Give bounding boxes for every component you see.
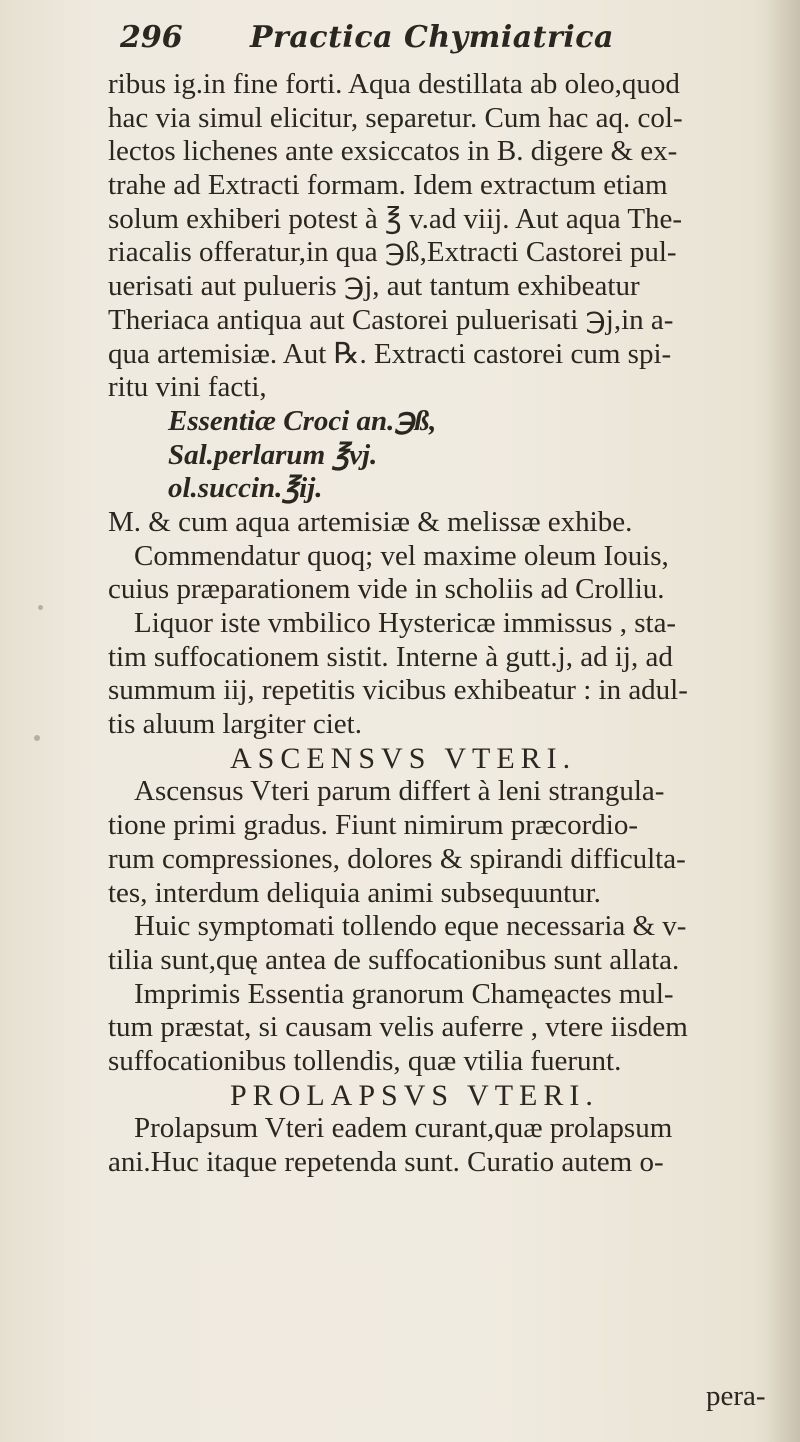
paragraph-start: Commendatur quoq; vel maxime oleum Iouis,: [134, 539, 669, 572]
text-line: rum compressiones, dolores & spirandi difficulta-: [108, 842, 686, 875]
paragraph-start: Imprimis Essentia granorum Chamęactes mul-: [134, 977, 674, 1010]
catchword: pera-: [706, 1380, 766, 1412]
text-line: lectos lichenes ante exsiccatos in B. digere & ex-: [108, 135, 678, 168]
paragraph-start: Prolapsum Vteri eadem curant,quæ prolapsum: [134, 1112, 673, 1145]
text-line: riacalis offeratur,in qua ℈ß,Extracti Castorei pul-: [108, 236, 677, 269]
text-line: tione primi gradus. Fiunt nimirum præcordio-: [108, 809, 639, 842]
paragraph-start: Ascensus Vteri parum differt à leni strangula-: [134, 775, 665, 808]
section-heading-ascensus-uteri: ASCENSVS VTERI.: [230, 741, 577, 775]
section-heading-prolapsus-uteri: PROLAPSVS VTERI.: [230, 1078, 599, 1112]
text-line: uerisati aut pulueris ℈j, aut tantum exhibeatur: [108, 270, 640, 303]
text-line: tes, interdum deliquia animi subsequuntur.: [108, 876, 601, 909]
recipe-ingredient: Sal.perlarum ℥vj.: [168, 438, 378, 471]
text-line: cuius præparationem vide in scholiis ad Crolliu.: [108, 573, 665, 606]
page-number: 296: [120, 20, 183, 55]
text-line: hac via simul elicitur, separetur. Cum hac aq. col-: [108, 101, 683, 134]
text-line: ribus ig.in fine forti. Aqua destillata ab oleo,quod: [108, 68, 680, 100]
text-line: tis aluum largiter ciet.: [108, 708, 362, 741]
text-line: tum præstat, si causam velis auferre , vtere iisdem: [108, 1011, 688, 1044]
recipe-ingredient: Essentiæ Croci an.℈ß,: [168, 404, 437, 437]
ink-spot: [38, 605, 43, 610]
text-line: ritu vini facti,: [108, 371, 267, 404]
text-line: solum exhiberi potest à ℥ v.ad viij. Aut aqua The-: [108, 202, 683, 235]
text-line: Theriaca antiqua aut Castorei puluerisati ℈j,in a-: [108, 303, 674, 336]
ink-spot: [34, 735, 40, 741]
body-text: [108, 68, 798, 1180]
recipe-ingredient: ol.succin.℥ij.: [168, 472, 323, 505]
text-line: M. & cum aqua artemisiæ & melissæ exhibe.: [108, 505, 633, 538]
text-line: tilia sunt,quę antea de suffocationibus sunt allata.: [108, 943, 680, 976]
running-title: Practica Chymiatrica: [250, 20, 614, 55]
text-line: qua artemisiæ. Aut ℞. Extracti castorei cum spi-: [108, 337, 672, 370]
text-line: tim suffocationem sistit. Interne à gutt.j, ad ij, ad: [108, 640, 673, 673]
page-header: [120, 20, 660, 68]
text-line: suffocationibus tollendis, quæ vtilia fuerunt.: [108, 1044, 622, 1077]
paragraph-start: Huic symptomati tollendo eque necessaria & v-: [134, 910, 687, 943]
paragraph-start: Liquor iste vmbilico Hystericæ immissus , sta-: [134, 607, 677, 639]
text-line: ani.Huc itaque repetenda sunt. Curatio autem o-: [108, 1146, 664, 1178]
text-line: trahe ad Extracti formam. Idem extractum etiam: [108, 169, 668, 202]
text-line: summum iij, repetitis vicibus exhibeatur : in adul-: [108, 674, 688, 707]
